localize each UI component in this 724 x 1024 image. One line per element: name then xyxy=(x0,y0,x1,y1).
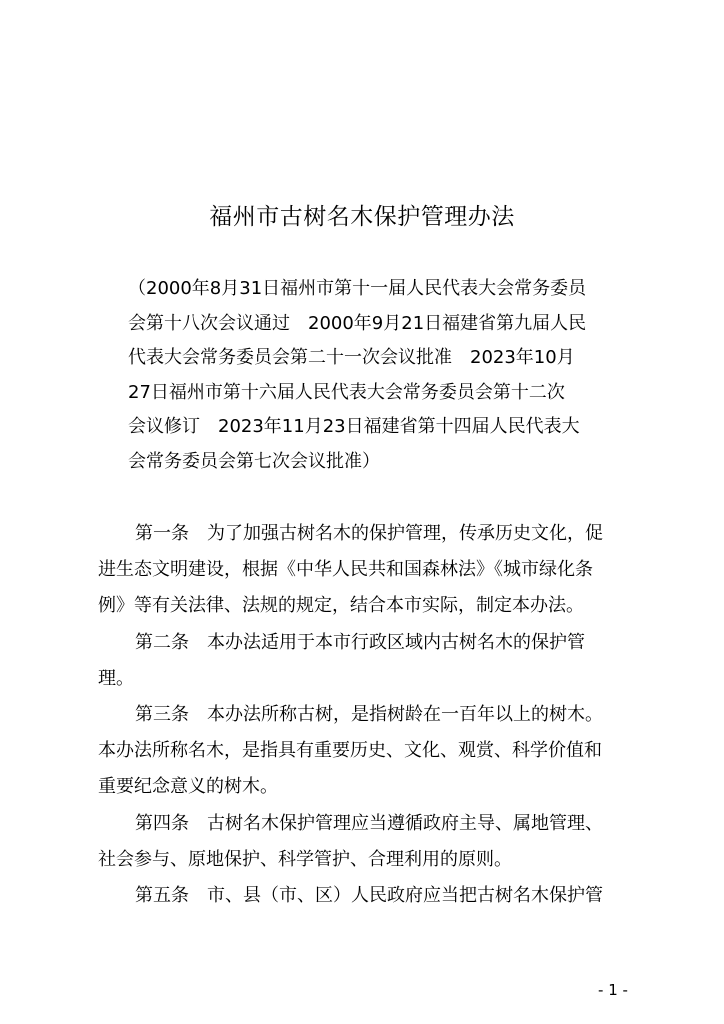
article-4-line: 第四条 古树名木保护管理应当遵循政府主导、属地管理、 xyxy=(135,812,603,834)
preamble-line: （2000年8月31日福州市第十一届人民代表大会常务委员 xyxy=(128,278,587,299)
preamble-line: 会常务委员会第七次会议批准） xyxy=(128,450,380,472)
preamble-line: 会第十八次会议通过 2000年9月21日福建省第九届人民 xyxy=(128,312,587,334)
article-2-line: 理。 xyxy=(98,667,134,689)
article-3-line: 第三条 本办法所称古树，是指树龄在一百年以上的树木。 xyxy=(135,704,603,726)
article-1-line: 例》等有关法律、法规的规定，结合本市实际，制定本办法。 xyxy=(98,595,584,617)
article-3-line: 重要纪念意义的树木。 xyxy=(98,776,278,798)
page-number: - 1 - xyxy=(598,981,628,999)
article-4-line: 社会参与、原地保护、科学管护、合理利用的原则。 xyxy=(98,848,512,870)
article-5-line: 第五条 市、县（市、区）人民政府应当把古树名木保护管 xyxy=(135,885,603,907)
preamble-line: 会议修订 2023年11月23日福建省第十四届人民代表大 xyxy=(128,416,580,437)
article-1-line: 进生态文明建设，根据《中华人民共和国森林法》《城市绿化条 xyxy=(98,559,593,581)
preamble-line: 代表大会常务委员会第二十一次会议批准 2023年10月 xyxy=(128,347,575,368)
document-title: 福州市古树名木保护管理办法 xyxy=(209,204,515,230)
document-body xyxy=(98,516,643,914)
preamble xyxy=(128,272,618,479)
article-2-line: 第二条 本办法适用于本市行政区域内古树名木的保护管 xyxy=(135,631,585,653)
article-3-line: 本办法所称名木，是指具有重要历史、文化、观赏、科学价值和 xyxy=(98,740,602,762)
preamble-line: 27日福州市第十六届人民代表大会常务委员会第十二次 xyxy=(128,381,565,403)
article-1-line: 第一条 为了加强古树名木的保护管理，传承历史文化，促 xyxy=(135,523,603,544)
